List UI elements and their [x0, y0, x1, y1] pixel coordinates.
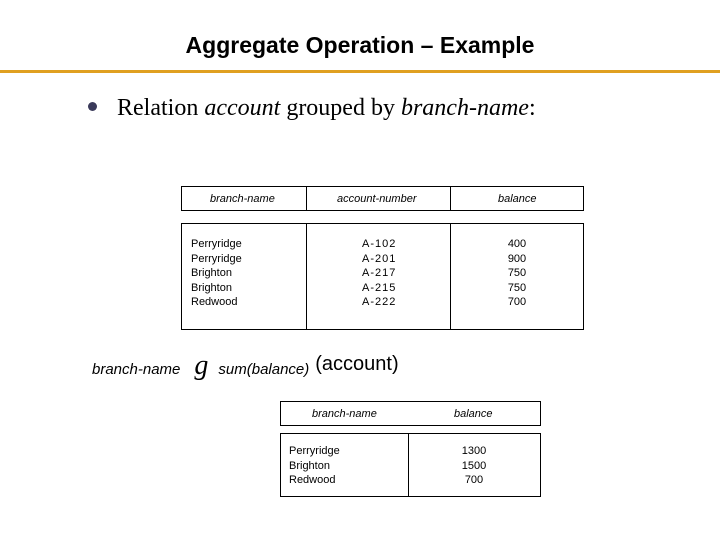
table-cell: Perryridge: [191, 252, 242, 265]
bullet-relation: account: [204, 95, 281, 121]
body-column-divider: [450, 223, 451, 330]
header-account-number: account-number: [337, 193, 417, 205]
body-column-divider: [408, 433, 409, 497]
slide-title: Aggregate Operation – Example: [185, 32, 535, 58]
header-balance: balance: [454, 408, 493, 420]
table-cell: 900: [507, 252, 527, 265]
table-cell: 700: [507, 296, 527, 308]
table-cell: A-201: [362, 252, 397, 265]
table-cell: 400: [507, 238, 527, 250]
table-cell: A-222: [362, 296, 397, 308]
expression-group-attribute: branch-name: [92, 361, 181, 378]
table-cell: Perryridge: [289, 445, 340, 457]
bullet-dot-icon: [88, 102, 97, 111]
table-cell: 750: [507, 281, 527, 294]
table-cell: Brighton: [191, 267, 232, 279]
table-cell: Perryridge: [191, 238, 242, 250]
result-branch-name-column: [289, 444, 340, 488]
table-cell: 1300: [461, 445, 487, 457]
header-balance: balance: [498, 193, 537, 205]
bullet-attribute: branch-name: [400, 95, 529, 121]
result-balance-column: [452, 444, 496, 488]
table-cell: Brighton: [191, 281, 232, 294]
expression-function: sum(balance): [218, 361, 310, 378]
balance-column: [496, 237, 538, 310]
header-column-divider: [306, 186, 307, 211]
table-cell: 700: [464, 474, 484, 486]
table-cell: Redwood: [289, 474, 336, 486]
table-cell: 1500: [461, 459, 487, 472]
expression-g-symbol: g: [194, 350, 209, 381]
expression-relation: (account): [315, 353, 399, 375]
bullet-point: [88, 95, 536, 122]
table-cell: A-217: [362, 267, 397, 279]
bullet-prefix: Relation: [117, 95, 205, 121]
body-column-divider: [306, 223, 307, 330]
account-number-column: [362, 237, 396, 310]
table-cell: A-215: [362, 281, 397, 294]
header-column-divider: [450, 186, 451, 211]
table-cell: A-102: [362, 238, 397, 250]
header-branch-name: branch-name: [210, 193, 275, 205]
aggregate-expression: [92, 350, 399, 382]
bullet-suffix: :: [528, 95, 536, 121]
table-cell: 750: [507, 267, 527, 279]
table-cell: Redwood: [191, 296, 238, 308]
title-underline: [0, 70, 720, 73]
table-cell: Brighton: [289, 459, 330, 472]
branch-name-column: [191, 237, 242, 310]
bullet-middle: grouped by: [280, 95, 401, 121]
header-branch-name: branch-name: [312, 408, 377, 420]
